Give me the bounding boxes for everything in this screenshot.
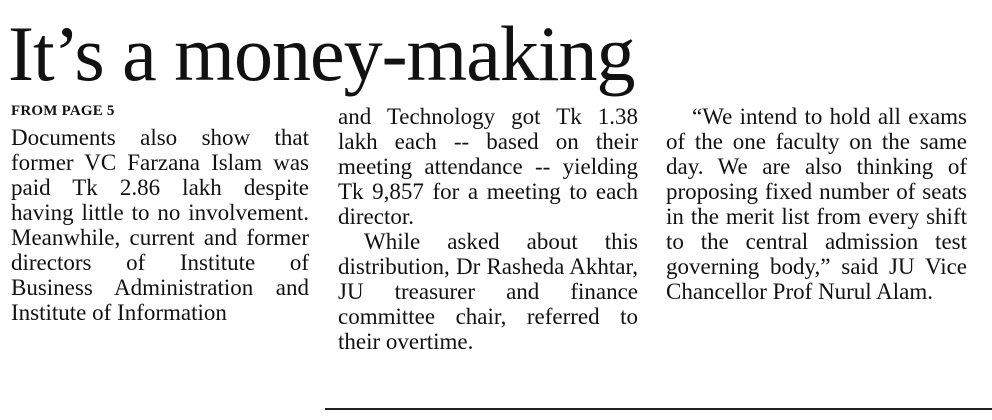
body-paragraph: and Technology got Tk 1.38 lakh each -- based on their meeting attendance -- yielding Tk 9,857 for a meeting to each director. [338,104,638,229]
bottom-divider-rule [325,408,992,410]
headline: It’s a money-making [8,10,635,97]
body-paragraph: Documents also show that former VC Farzana Islam was paid Tk 2.86 lakh despite having little to no involvement. Meanwhile, current and former directors of Institute of Business Administration and Institute of Information [11,125,309,325]
article-column-1 [11,125,309,325]
body-paragraph: While asked about this distribution, Dr Rasheda Akhtar, JU treasurer and finance committee chair, referred to their overtime. [338,229,638,354]
article-column-2 [338,104,638,354]
body-paragraph: “We intend to hold all exams of the one faculty on the same day. We are also thinking of proposing fixed number of seats in the merit list from every shift to the central admission test governing body,” said JU Vice Chancellor Prof Nurul Alam. [666,104,967,304]
continued-from-label: FROM PAGE 5 [11,103,115,119]
article-column-3 [666,104,967,304]
